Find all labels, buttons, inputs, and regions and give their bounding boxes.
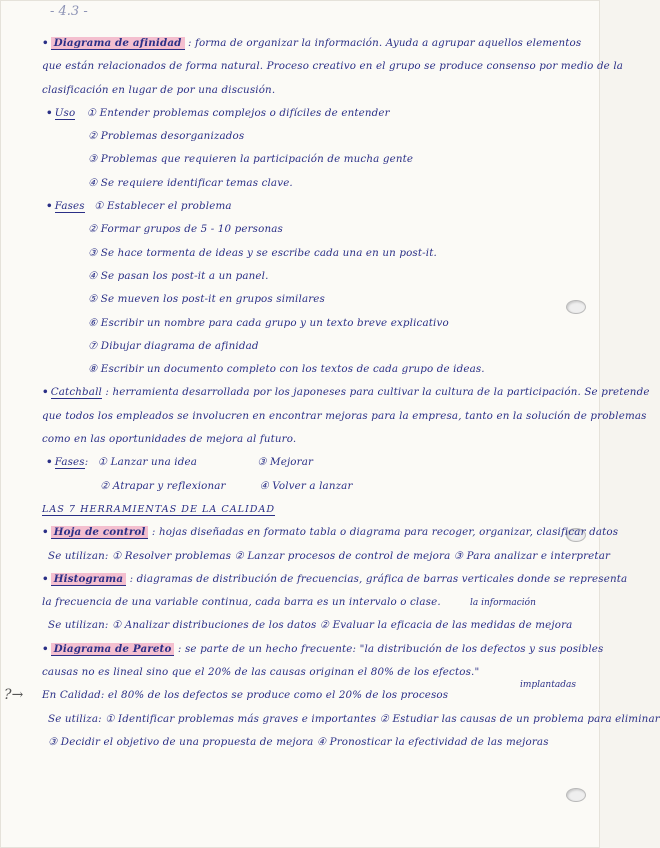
- tools-heading-line: [42, 498, 582, 521]
- notes-body: [4, 32, 660, 754]
- hoja-line: • Hoja de control : hojas diseñadas en formato tabla o diagrama para recoger, organizar, clasificar datos: [42, 526, 619, 539]
- afinidad-fase-item: ④ Se pasan los post-it a un panel.: [88, 269, 269, 282]
- fases-label: Fases: [54, 456, 85, 469]
- catchball-line: que todos los empleados se involucren en encontrar mejoras para la empresa, tanto en la solución de problemas: [42, 409, 647, 422]
- afinidad-fase-item: ⑥ Escribir un nombre para cada grupo y un texto breve explicativo: [88, 316, 449, 329]
- tools-heading: LAS 7 HERRAMIENTAS DE LA CALIDAD: [42, 503, 276, 515]
- pareto-calidad-line: ?→ En Calidad: el 80% de los defectos se produce como el 20% de los procesos: [42, 684, 582, 707]
- histograma-line: la frecuencia de una variable continua, cada barra es un intervalo o clase.: [42, 596, 441, 609]
- catchball-line: como en las oportunidades de mejora al futuro.: [42, 433, 297, 446]
- keyword-histograma: Histograma: [51, 573, 126, 586]
- pareto-line: • Diagrama de Pareto : se parte de un hecho frecuente: "la distribución de los defectos y sus posibles: [42, 642, 604, 655]
- catchball-line: • Catchball : herramienta desarrollada por los japoneses para cultivar la cultura de la participación. Se pretende: [42, 386, 650, 399]
- hoja-note: la información: [470, 598, 536, 608]
- pareto-uses-line: ③ Decidir el objetivo de una propuesta de mejora ④ Pronosticar la efectividad de las mejoras: [48, 735, 549, 748]
- afinidad-line: que están relacionados de forma natural. Proceso creativo en el grupo se produce consenso por medio de la: [42, 60, 624, 73]
- question-arrow-icon: ?→: [4, 687, 24, 704]
- fases-label: Fases: [54, 200, 85, 213]
- afinidad-fase-item: ③ Se hace tormenta de ideas y se escribe cada una en un post-it.: [88, 246, 437, 259]
- keyword-afinidad: Diagrama de afinidad: [51, 37, 185, 50]
- afinidad-fase-item: ⑦ Dibujar diagrama de afinidad: [88, 339, 259, 352]
- histograma-uses-line: Se utilizan: ① Analizar distribuciones de los datos ② Evaluar la eficacia de las medidas de mejora: [48, 619, 573, 632]
- page-number: - 4.3 -: [50, 4, 88, 19]
- histograma-note: implantadas: [520, 680, 576, 690]
- pareto-line: causas no es lineal sino que el 20% de las causas originan el 80% de los efectos.": [42, 666, 480, 679]
- afinidad-line: clasificación en lugar de por una discusión.: [42, 83, 276, 96]
- hoja-uses-line: Se utilizan: ① Resolver problemas ② Lanzar procesos de control de mejora ③ Para analizar e interpretar: [48, 549, 611, 562]
- pareto-uses-line: Se utiliza: ① Identificar problemas más graves e importantes ② Estudiar las causas de un problema para eliminar: [48, 712, 660, 725]
- afinidad-uso-item: ④ Se requiere identificar temas clave.: [88, 176, 293, 189]
- catchball-fases-line: • Fases: ① Lanzar una idea ③ Mejorar: [46, 456, 314, 469]
- afinidad-uso-item: ② Problemas desorganizados: [88, 130, 245, 143]
- keyword-catchball: Catchball: [50, 386, 102, 399]
- catchball-fases-line: ② Atrapar y reflexionar ④ Volver a lanzar: [100, 479, 353, 492]
- afinidad-fase-item: ⑤ Se mueven los post-it en grupos similares: [88, 293, 325, 306]
- afinidad-fase-item: ⑧ Escribir un documento completo con los textos de cada grupo de ideas.: [88, 363, 485, 376]
- afinidad-uso-item: ③ Problemas que requieren la participación de mucha gente: [88, 153, 414, 166]
- afinidad-fases-line: • Fases ① Establecer el problema: [46, 200, 232, 213]
- afinidad-line: • Diagrama de afinidad : forma de organizar la información. Ayuda a agrupar aquellos elementos: [42, 37, 582, 49]
- histograma-line: • Histograma : diagramas de distribución de frecuencias, gráfica de barras verticales donde se representa: [42, 572, 628, 585]
- keyword-hoja-de-control: Hoja de control: [51, 526, 149, 539]
- binder-hole: [566, 788, 586, 802]
- uso-label: Uso: [54, 106, 76, 119]
- afinidad-uso-line: • Uso ① Entender problemas complejos o difíciles de entender: [46, 106, 390, 119]
- keyword-pareto: Diagrama de Pareto: [51, 643, 175, 656]
- afinidad-fase-item: ② Formar grupos de 5 - 10 personas: [88, 223, 283, 236]
